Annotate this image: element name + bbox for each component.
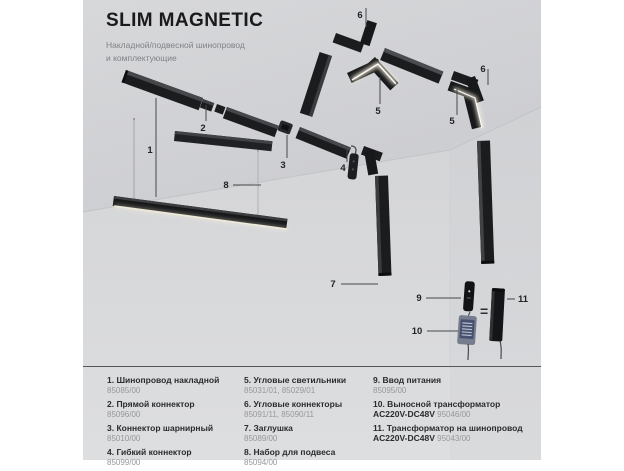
- callout-7: 7: [330, 279, 335, 290]
- equals-sign: =: [480, 303, 488, 319]
- subtitle-line-2: и комплектующие: [106, 53, 177, 63]
- callout-8: 8: [223, 180, 228, 191]
- legend-item: 8. Набор для подвеса 85094/00: [244, 447, 373, 467]
- legend-item: 10. Выносной трансформатор AC220V-DC48V 95046/00: [373, 399, 531, 419]
- callout-5-right: 5: [449, 116, 455, 127]
- legend-column-3: [373, 375, 531, 471]
- callout-3: 3: [280, 160, 285, 171]
- track-transformer: [489, 288, 505, 342]
- legend-column-1: [107, 375, 244, 471]
- callout-4: 4: [340, 163, 346, 174]
- legend-item: 2. Прямой коннектор 85096/00: [107, 399, 244, 419]
- voltage-spec: AC220V-DC48V: [373, 409, 435, 419]
- external-transformer: [457, 315, 477, 345]
- legend-item: 5. Угловые светильники 85031/01, 85029/01: [244, 375, 373, 395]
- power-input-piece: [463, 281, 475, 312]
- legend-item: 9. Ввод питания 85095/00: [373, 375, 531, 395]
- legend-item: 7. Заглушка 85089/00: [244, 423, 373, 443]
- page-subtitle: [106, 39, 366, 65]
- suspension-anchor: [257, 150, 259, 152]
- callout-11: 11: [518, 294, 529, 305]
- legend-column-2: [244, 375, 373, 471]
- callout-9: 9: [416, 293, 421, 304]
- legend-item: 11. Трансформатор на шинопровод AC220V-DC48V 95043/00: [373, 423, 531, 443]
- page-title: SLIM MAGNETIC: [106, 10, 366, 32]
- callout-5-center: 5: [375, 106, 381, 117]
- parts-legend: [83, 366, 541, 460]
- legend-item: 1. Шинопровод накладной 85085/00: [107, 375, 244, 395]
- callout-6-right: 6: [480, 64, 485, 75]
- callout-1: 1: [147, 145, 153, 156]
- callout-6-top: 6: [357, 10, 362, 21]
- callout-2: 2: [200, 123, 205, 134]
- voltage-spec: AC220V-DC48V: [373, 433, 435, 443]
- legend-item: 6. Угловые коннекторы 85091/11, 85090/11: [244, 399, 373, 419]
- legend-item: 3. Коннектор шарнирный 85010/00: [107, 423, 244, 443]
- subtitle-line-1: Накладной/подвесной шинопровод: [106, 40, 245, 50]
- callout-10: 10: [412, 326, 423, 337]
- legend-item: 4. Гибкий коннектор 85099/00: [107, 447, 244, 467]
- header: [106, 10, 366, 65]
- suspension-anchor: [133, 118, 135, 120]
